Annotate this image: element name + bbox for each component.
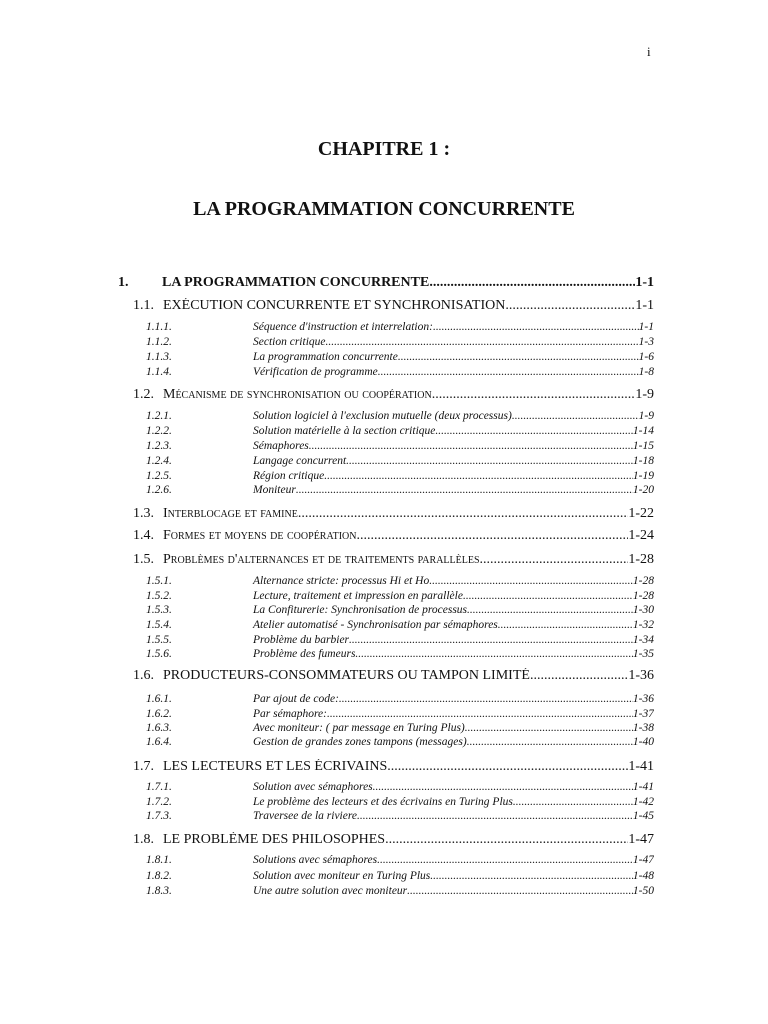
toc-entry-number: 1.6.2. [146,708,172,720]
toc-entry-number: 1.2.3. [146,440,172,452]
toc-entry-title: Section critique [253,336,326,348]
toc-entry-title: Lecture, traitement et impression en parallèle [253,590,463,602]
toc-entry-title: LA PROGRAMMATION CONCURRENTE [162,275,430,290]
toc-entry-level-3[interactable] [146,648,654,660]
toc-entry-page: 1-36 [632,693,654,705]
toc-entry-page: 1-38 [632,722,654,734]
toc-entry-page: 1-37 [632,708,654,720]
toc-entry-page: 1-8 [638,366,654,378]
toc-entry-number: 1.2.6. [146,484,172,496]
toc-entry-title: Sémaphores [253,440,309,452]
toc-entry-page: 1-28 [628,552,654,567]
toc-entry-title: Gestion de grandes zones tampons (messages) [253,736,467,748]
toc-entry-number: 1.2.5. [146,470,172,482]
dot-leader [433,321,639,333]
toc-entry-page: 1-34 [632,634,654,646]
toc-entry-number: 1.2.2. [146,425,172,437]
dot-leader [324,470,633,482]
dot-leader [465,722,633,734]
toc-entry-page: 1-32 [632,619,654,631]
toc-entry-number: 1.6.1. [146,693,172,705]
dot-leader [356,528,628,544]
toc-entry-page: 1-1 [635,298,654,313]
toc-entry-page: 1-50 [632,885,654,897]
toc-entry-page: 1-28 [632,575,654,587]
toc-entry-number: 1.2.4. [146,455,172,467]
page-number: i [647,44,651,59]
toc-entry-title: PRODUCTEURS-CONSOMMATEURS OU TAMPON LIMITÉ [163,668,530,683]
dot-leader [327,708,633,720]
toc-entry-page: 1-3 [638,336,654,348]
dot-leader [530,668,628,684]
dot-leader [467,604,633,616]
dot-leader [339,693,633,705]
toc-entry-level-3[interactable] [146,575,654,587]
toc-entry-level-3[interactable] [146,470,654,482]
dot-leader [429,575,633,587]
toc-entry-number: 1.5.5. [146,634,172,646]
toc-entry-number: 1.7.1. [146,781,172,793]
toc-entry-level-3[interactable] [146,455,654,467]
toc-entry-level-3[interactable] [146,796,654,808]
toc-entry-title: Par ajout de code: [253,693,339,705]
toc-entry-title: EXÉCUTION CONCURRENTE ET SYNCHRONISATION [163,298,506,313]
toc-entry-page: 1-19 [632,470,654,482]
toc-entry-level-3[interactable] [146,440,654,452]
toc-entry-title: Formes et moyens de coopération [163,528,357,543]
toc-entry-number: 1.5.3. [146,604,172,616]
toc-entry-level-3[interactable] [146,854,654,866]
dot-leader [407,885,633,897]
toc-entry-title: Solutions avec sémaphores [253,854,378,866]
toc-entry-page: 1-30 [632,604,654,616]
toc-entry-number: 1.1.3. [146,351,172,363]
dot-leader [346,455,633,467]
dot-leader [387,759,628,775]
toc-entry-title: La Confiturerie: Synchronisation de processus [253,604,468,616]
toc-entry-level-3[interactable] [146,634,654,646]
dot-leader [430,870,633,882]
toc-entry-title: Région critique [253,470,325,482]
dot-leader [467,736,633,748]
dot-leader [435,425,633,437]
dot-leader [355,648,632,660]
toc-entry-page: 1-1 [635,275,654,290]
chapter-title: LA PROGRAMMATION CONCURRENTE [193,198,575,220]
toc-entry-level-2[interactable] [133,506,654,522]
toc-entry-number: 1.7.3. [146,810,172,822]
toc-entry-title: Avec moniteur: ( par message en Turing Plus) [253,722,465,734]
toc-entry-page: 1-22 [628,506,654,521]
toc-entry-number: 1.1.1. [146,321,172,333]
toc-entry-level-1[interactable] [118,275,654,291]
toc-entry-page: 1-24 [628,528,654,543]
toc-entry-page: 1-35 [632,648,654,660]
toc-entry-level-3[interactable] [146,870,654,882]
toc-entry-level-3[interactable] [146,366,654,378]
toc-entry-level-3[interactable] [146,810,654,822]
toc-entry-number: 1. [118,275,129,290]
toc-entry-title: LES LECTEURS ET LES ÉCRIVAINS [163,759,388,774]
dot-leader [377,854,633,866]
toc-entry-number: 1.6. [133,668,154,683]
dot-leader [512,410,639,422]
toc-entry-level-3[interactable] [146,351,654,363]
toc-entry-number: 1.6.3. [146,722,172,734]
dot-leader [480,552,629,568]
toc-entry-title: La programmation concurrente [253,351,398,363]
toc-entry-level-2[interactable] [133,528,654,544]
toc-entry-number: 1.1. [133,298,154,313]
toc-entry-page: 1-15 [632,440,654,452]
toc-entry-level-2[interactable] [133,668,654,684]
toc-entry-title: Problèmes d'alternances et de traitements parallèles [163,552,480,567]
toc-entry-number: 1.5. [133,552,154,567]
toc-entry-title: Problème des fumeurs [253,648,356,660]
toc-entry-page: 1-40 [632,736,654,748]
dot-leader [326,336,639,348]
toc-entry-number: 1.5.2. [146,590,172,602]
toc-entry-number: 1.2. [133,387,154,402]
toc-entry-level-3[interactable] [146,604,654,616]
toc-entry-number: 1.2.1. [146,410,172,422]
toc-entry-title: Solution avec moniteur en Turing Plus [253,870,431,882]
toc-entry-number: 1.1.4. [146,366,172,378]
toc-entry-page: 1-9 [638,410,654,422]
toc-entry-title: Mécanisme de synchronisation ou coopération [163,387,432,402]
toc-entry-level-3[interactable] [146,410,654,422]
dot-leader [298,506,629,522]
dot-leader [498,619,633,631]
toc-entry-level-3[interactable] [146,736,654,748]
dot-leader [398,351,639,363]
toc-entry-level-3[interactable] [146,722,654,734]
chapter-heading: CHAPITRE 1 : [317,138,451,160]
toc-entry-title: Solution logiciel à l'exclusion mutuelle (deux processus) [253,410,512,422]
toc-entry-title: Solution avec sémaphores [253,781,373,793]
toc-entry-level-3[interactable] [146,590,654,602]
toc-entry-number: 1.7. [133,759,154,774]
toc-entry-title: Atelier automatisé - Synchronisation par sémaphores [253,619,498,631]
toc-entry-level-3[interactable] [146,336,654,348]
toc-entry-number: 1.3. [133,506,154,521]
toc-entry-number: 1.7.2. [146,796,172,808]
toc-entry-number: 1.8.3. [146,885,172,897]
toc-entry-number: 1.6.4. [146,736,172,748]
toc-entry-title: Interblocage et famine [163,506,298,521]
toc-entry-number: 1.5.6. [146,648,172,660]
toc-entry-page: 1-48 [632,870,654,882]
toc-entry-number: 1.5.4. [146,619,172,631]
toc-entry-page: 1-36 [628,668,654,683]
toc-entry-level-2[interactable] [133,298,654,314]
toc-entry-number: 1.8. [133,832,154,847]
toc-entry-page: 1-6 [638,351,654,363]
toc-entry-page: 1-45 [632,810,654,822]
toc-entry-title: Langage concurrent [253,455,347,467]
dot-leader [505,298,635,314]
toc-entry-title: Problème du barbier [253,634,350,646]
toc-entry-level-2[interactable] [133,552,654,568]
toc-entry-level-3[interactable] [146,425,654,437]
dot-leader [373,781,633,793]
toc-entry-page: 1-18 [632,455,654,467]
toc-entry-number: 1.5.1. [146,575,172,587]
toc-entry-level-2[interactable] [133,832,654,848]
dot-leader [385,832,628,848]
toc-entry-page: 1-9 [635,387,654,402]
dot-leader [296,484,633,496]
toc-entry-page: 1-42 [632,796,654,808]
toc-entry-level-3[interactable] [146,484,654,496]
toc-entry-page: 1-28 [632,590,654,602]
dot-leader [349,634,633,646]
toc-entry-number: 1.4. [133,528,154,543]
dot-leader [429,275,635,291]
toc-entry-number: 1.8.2. [146,870,172,882]
toc-entry-title: Séquence d'instruction et interrelation: [253,321,433,333]
dot-leader [357,810,633,822]
toc-entry-title: Traversee de la riviere [253,810,358,822]
toc-entry-level-3[interactable] [146,708,654,720]
toc-entry-page: 1-41 [628,759,654,774]
toc-entry-page: 1-47 [628,832,654,847]
toc-entry-title: Solution matérielle à la section critique [253,425,436,437]
toc-entry-page: 1-47 [632,854,654,866]
toc-entry-number: 1.8.1. [146,854,172,866]
toc-entry-title: Par sémaphore: [253,708,327,720]
toc-entry-title: Une autre solution avec moniteur [253,885,408,897]
toc-entry-level-3[interactable] [146,885,654,897]
toc-entry-title: Moniteur [253,484,296,496]
toc-entry-page: 1-20 [632,484,654,496]
dot-leader [463,590,633,602]
toc-entry-page: 1-41 [632,781,654,793]
toc-entry-level-3[interactable] [146,781,654,793]
toc-entry-page: 1-14 [632,425,654,437]
toc-entry-title: Le problème des lecteurs et des écrivains en Turing Plus [253,796,513,808]
toc-entry-level-3[interactable] [146,693,654,705]
dot-leader [378,366,639,378]
toc-entry-level-3[interactable] [146,619,654,631]
dot-leader [513,796,633,808]
toc-entry-title: LE PROBLÈME DES PHILOSOPHES [163,832,386,847]
dot-leader [432,387,636,403]
toc-entry-level-3[interactable] [146,321,654,333]
toc-entry-title: Vérification de programme [253,366,378,378]
dot-leader [309,440,633,452]
toc-entry-level-2[interactable] [133,387,654,403]
toc-entry-title: Alternance stricte: processus Hi et Ho [253,575,430,587]
toc-entry-page: 1-1 [638,321,654,333]
toc-entry-level-2[interactable] [133,759,654,775]
toc-entry-number: 1.1.2. [146,336,172,348]
